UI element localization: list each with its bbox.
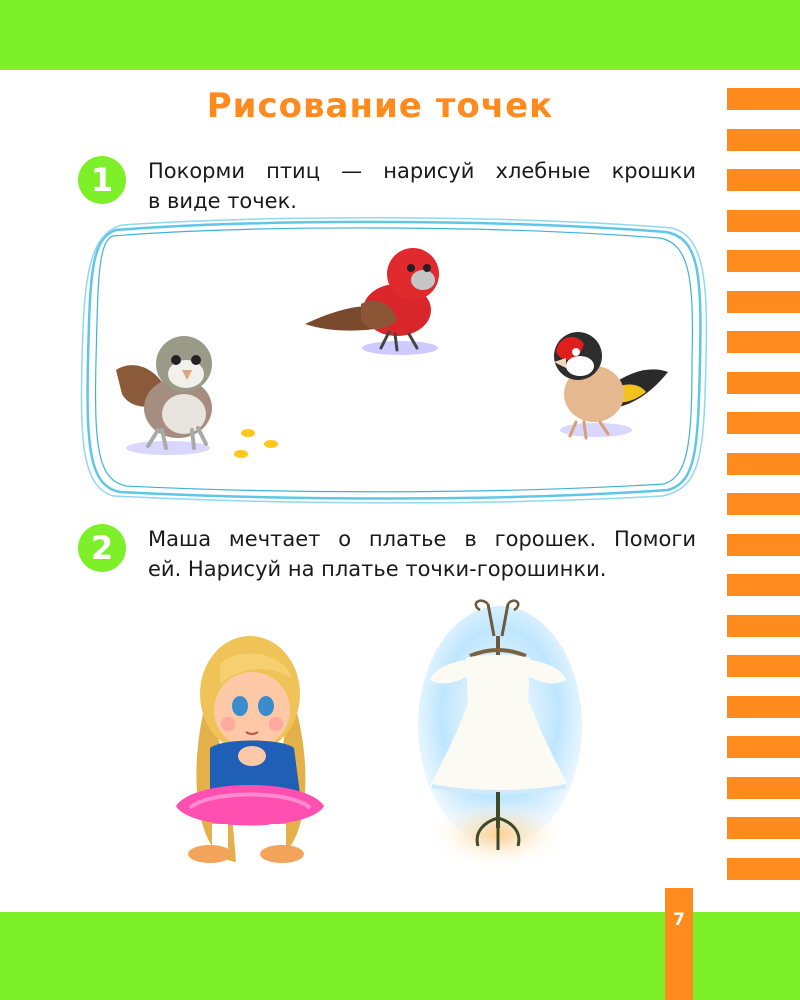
task-2-line-2: ей. Нарисуй на платье точки-горошинки.	[148, 557, 607, 581]
orange-stripe	[727, 291, 800, 313]
girl-masha-illustration	[170, 618, 330, 868]
bullfinch-illustration	[305, 240, 455, 360]
white-dress-on-stand-illustration	[410, 596, 590, 876]
orange-stripe	[727, 777, 800, 799]
task-2-number-badge: 2	[78, 524, 126, 572]
task-2-line-1: Маша мечтает о платье в горошек. Помоги	[148, 527, 696, 551]
orange-stripe	[727, 210, 800, 232]
task-1-line-2: в виде точек.	[148, 189, 297, 213]
task-1-number-badge: 1	[78, 156, 126, 204]
orange-stripe	[727, 696, 800, 718]
orange-stripe	[727, 534, 800, 556]
bread-crumbs	[228, 425, 288, 465]
orange-stripe	[727, 817, 800, 839]
goldfinch-illustration	[540, 322, 670, 442]
orange-stripe	[727, 412, 800, 434]
orange-stripe	[727, 493, 800, 515]
orange-side-stripes	[727, 88, 800, 888]
orange-stripe	[727, 574, 800, 596]
sparrow-illustration	[108, 330, 228, 460]
orange-stripe	[727, 736, 800, 758]
page-title: Рисование точек	[206, 86, 554, 126]
task-1-line-1: Покорми птиц — нарисуй хлебные крошки	[148, 159, 696, 183]
orange-stripe	[727, 331, 800, 353]
orange-stripe	[727, 858, 800, 880]
task-2-text	[148, 524, 696, 584]
top-green-band	[0, 0, 800, 70]
orange-stripe	[727, 453, 800, 475]
orange-stripe	[727, 88, 800, 110]
orange-stripe	[727, 129, 800, 151]
task-1-text	[148, 156, 696, 216]
orange-stripe	[727, 169, 800, 191]
orange-stripe	[727, 655, 800, 677]
page-number: 7	[673, 910, 685, 930]
orange-stripe	[727, 372, 800, 394]
orange-stripe	[727, 615, 800, 637]
page-number-tab	[665, 888, 693, 1000]
orange-stripe	[727, 250, 800, 272]
